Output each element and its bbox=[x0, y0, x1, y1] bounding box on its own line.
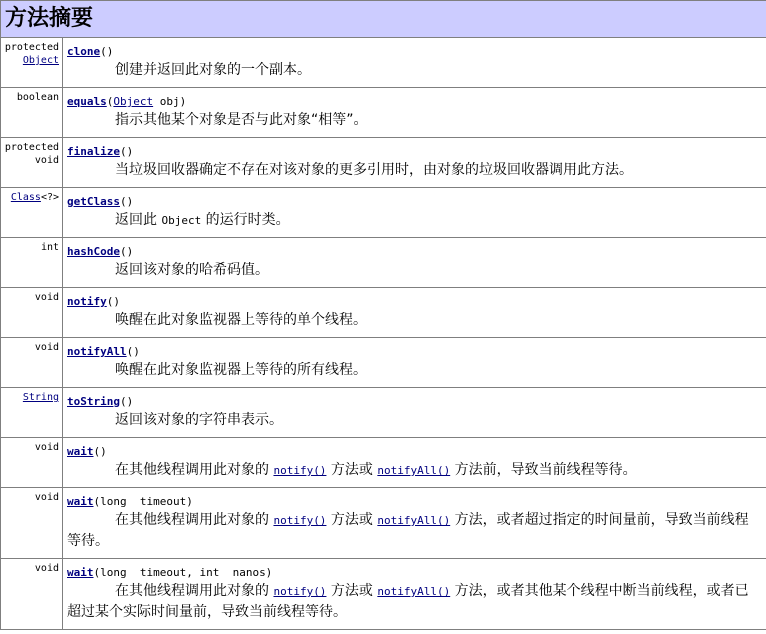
type-link[interactable]: Object bbox=[22, 55, 59, 66]
method-name-link[interactable]: toString bbox=[67, 395, 120, 408]
type-modifier: int bbox=[40, 242, 59, 253]
table-row bbox=[1, 388, 766, 438]
notify-link[interactable]: notify() bbox=[273, 585, 327, 598]
method-params: () bbox=[119, 245, 134, 258]
return-type-cell bbox=[1, 388, 63, 438]
notifyall-link[interactable]: notifyAll() bbox=[377, 514, 451, 527]
type-modifier: void bbox=[34, 292, 59, 303]
description-text: 方法前，导致当前线程等待。 bbox=[450, 462, 637, 478]
description-text: 返回此 bbox=[115, 212, 162, 228]
method-params: () bbox=[93, 445, 107, 458]
description-text: 方法，或者超过指定的时间量前，导致当前线程等待。 bbox=[67, 512, 749, 549]
method-cell bbox=[63, 338, 766, 388]
description-text: 在其他线程调用此对象的 bbox=[115, 462, 274, 478]
method-params: (long timeout) bbox=[93, 495, 193, 508]
table-row bbox=[1, 88, 766, 138]
description-text: 唤醒在此对象监视器上等待的单个线程。 bbox=[115, 312, 367, 328]
notify-link[interactable]: notify() bbox=[273, 464, 327, 477]
type-modifier: protected bbox=[4, 42, 59, 53]
method-cell bbox=[63, 188, 766, 238]
notifyall-link[interactable]: notifyAll() bbox=[377, 585, 451, 598]
table-row bbox=[1, 438, 766, 488]
method-params: () bbox=[119, 195, 134, 208]
type-modifier: void bbox=[34, 342, 59, 353]
method-description bbox=[67, 360, 762, 381]
method-params-open: ( bbox=[106, 95, 114, 108]
method-description bbox=[67, 110, 762, 131]
method-cell bbox=[63, 388, 766, 438]
method-name-link[interactable]: wait bbox=[67, 495, 94, 508]
description-text: 创建并返回此对象的一个副本。 bbox=[115, 62, 311, 78]
return-type-cell bbox=[1, 288, 63, 338]
description-text: 在其他线程调用此对象的 bbox=[115, 512, 274, 528]
description-text: 唤醒在此对象监视器上等待的所有线程。 bbox=[115, 362, 367, 378]
description-text: 的运行时类。 bbox=[201, 212, 290, 228]
method-signature bbox=[67, 194, 762, 210]
method-signature bbox=[67, 444, 762, 460]
return-type-cell bbox=[1, 559, 63, 630]
description-text: 方法，或者其他某个线程中断当前线程，或者已超过某个实际时间量前，导致当前线程等待。 bbox=[67, 583, 749, 620]
method-cell bbox=[63, 138, 766, 188]
method-signature bbox=[67, 494, 762, 510]
method-signature bbox=[67, 394, 762, 410]
method-params: () bbox=[126, 345, 140, 358]
type-modifier: void bbox=[34, 492, 59, 503]
return-type-cell bbox=[1, 238, 63, 288]
method-description bbox=[67, 160, 762, 181]
method-signature bbox=[67, 294, 762, 310]
return-type-cell bbox=[1, 188, 63, 238]
method-cell bbox=[63, 488, 766, 559]
method-params: () bbox=[119, 395, 134, 408]
method-signature bbox=[67, 244, 762, 260]
table-row bbox=[1, 559, 766, 630]
method-name-link[interactable]: wait bbox=[67, 445, 94, 458]
method-description bbox=[67, 581, 762, 623]
description-text: 返回该对象的字符串表示。 bbox=[115, 412, 283, 428]
method-name-link[interactable]: hashCode bbox=[67, 245, 120, 258]
description-text: 方法或 bbox=[326, 512, 378, 528]
notifyall-link[interactable]: notifyAll() bbox=[377, 464, 451, 477]
method-signature bbox=[67, 144, 762, 160]
method-cell bbox=[63, 438, 766, 488]
method-name-link[interactable]: getClass bbox=[67, 195, 120, 208]
method-description bbox=[67, 60, 762, 81]
table-header-row bbox=[1, 1, 766, 38]
type-link[interactable]: Class bbox=[10, 192, 41, 203]
description-text: 在其他线程调用此对象的 bbox=[115, 583, 274, 599]
return-type-cell bbox=[1, 88, 63, 138]
method-signature bbox=[67, 94, 762, 110]
method-name-link[interactable]: finalize bbox=[67, 145, 120, 158]
method-name-link[interactable]: equals bbox=[67, 95, 107, 108]
method-description bbox=[67, 410, 762, 431]
method-description bbox=[67, 510, 762, 552]
table-row bbox=[1, 488, 766, 559]
method-cell bbox=[63, 559, 766, 630]
method-params: () bbox=[100, 45, 114, 58]
method-signature bbox=[67, 344, 762, 360]
method-params: (long timeout, int nanos) bbox=[93, 566, 273, 579]
return-type-cell bbox=[1, 488, 63, 559]
type-modifier: protected void bbox=[4, 142, 59, 166]
method-params-close: obj) bbox=[153, 95, 187, 108]
type-modifier: void bbox=[34, 442, 59, 453]
table-row bbox=[1, 38, 766, 88]
type-modifier: boolean bbox=[16, 92, 59, 103]
type-modifier: void bbox=[34, 563, 59, 574]
method-description bbox=[67, 460, 762, 481]
notify-link[interactable]: notify() bbox=[273, 514, 327, 527]
return-type-cell bbox=[1, 138, 63, 188]
method-name-link[interactable]: clone bbox=[67, 45, 101, 58]
method-description bbox=[67, 310, 762, 331]
method-name-link[interactable]: notifyAll bbox=[67, 345, 127, 358]
return-type-cell bbox=[1, 38, 63, 88]
method-params: () bbox=[119, 145, 134, 158]
return-type-cell bbox=[1, 338, 63, 388]
method-cell bbox=[63, 238, 766, 288]
page-title: 方法摘要 bbox=[1, 1, 766, 38]
method-params: () bbox=[106, 295, 120, 308]
param-type-link[interactable]: Object bbox=[113, 95, 154, 108]
description-text: 方法或 bbox=[326, 583, 378, 599]
table-row bbox=[1, 238, 766, 288]
method-cell bbox=[63, 288, 766, 338]
description-text: 当垃圾回收器确定不存在对该对象的更多引用时，由对象的垃圾回收器调用此方法。 bbox=[115, 162, 633, 178]
type-generic: <?> bbox=[40, 192, 59, 203]
description-text: 指示其他某个对象是否与此对象“相等”。 bbox=[115, 112, 368, 128]
table-row bbox=[1, 188, 766, 238]
table-row bbox=[1, 338, 766, 388]
method-cell bbox=[63, 88, 766, 138]
return-type-cell bbox=[1, 438, 63, 488]
method-signature bbox=[67, 565, 762, 581]
code-text: Object bbox=[161, 214, 202, 227]
method-description bbox=[67, 260, 762, 281]
method-cell bbox=[63, 38, 766, 88]
method-description bbox=[67, 210, 762, 231]
description-text: 返回该对象的哈希码值。 bbox=[115, 262, 269, 278]
type-link[interactable]: String bbox=[22, 392, 59, 403]
description-text: 方法或 bbox=[326, 462, 378, 478]
method-name-link[interactable]: wait bbox=[67, 566, 94, 579]
method-name-link[interactable]: notify bbox=[67, 295, 107, 308]
method-signature bbox=[67, 44, 762, 60]
table-row bbox=[1, 288, 766, 338]
table-row bbox=[1, 138, 766, 188]
